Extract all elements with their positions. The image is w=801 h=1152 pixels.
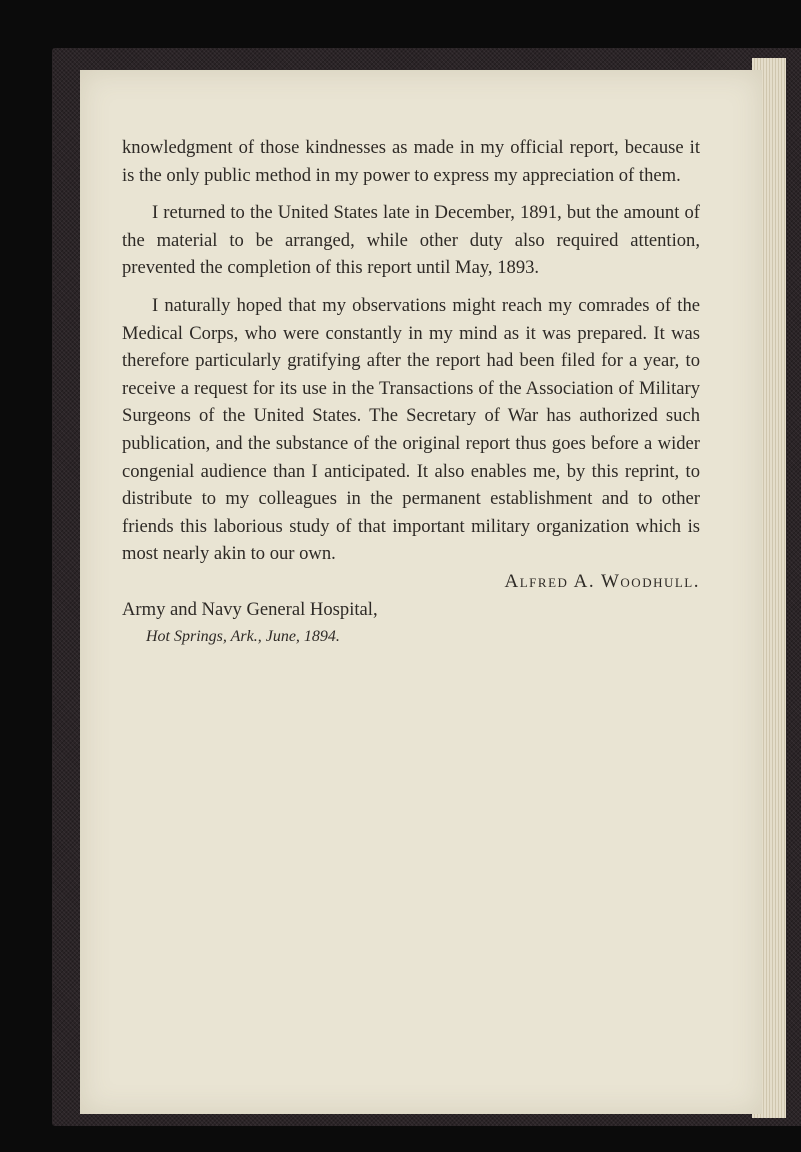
paragraph-2: I returned to the United States late in December, 1891, but the amount of the material to be arranged, while other duty also required attention, prevented the completion of this report until May, 1893.: [122, 202, 700, 279]
paragraph-1: knowledgment of those kindnesses as made in my official report, because it is the only public method in my power to express my appreciation of them.: [122, 137, 700, 186]
date-line: Hot Springs, Ark., June, 1894.: [146, 628, 340, 646]
paragraph-3: I naturally hoped that my observations might reach my comrades of the Medical Corps, who were constantly in my mind as it was prepared. It was therefore particularly gratifying after the report had been filed for a year, to receive a request for its use in the Transactions of the Association of Military Surgeons of the United States. The Secretary of War has authorized such publication, and the substance of the original report thus goes before a wider congenial audience than I anticipated. It also enables me, by this reprint, to distribute to my colleagues in the permanent establishment and to other friends this laborious study of that important military organization which is most nearly akin to our own.: [122, 294, 700, 565]
author-signature: Alfred A. Woodhull.: [504, 570, 700, 592]
page-text: [122, 134, 700, 651]
place-line: Army and Navy General Hospital,: [122, 598, 378, 620]
